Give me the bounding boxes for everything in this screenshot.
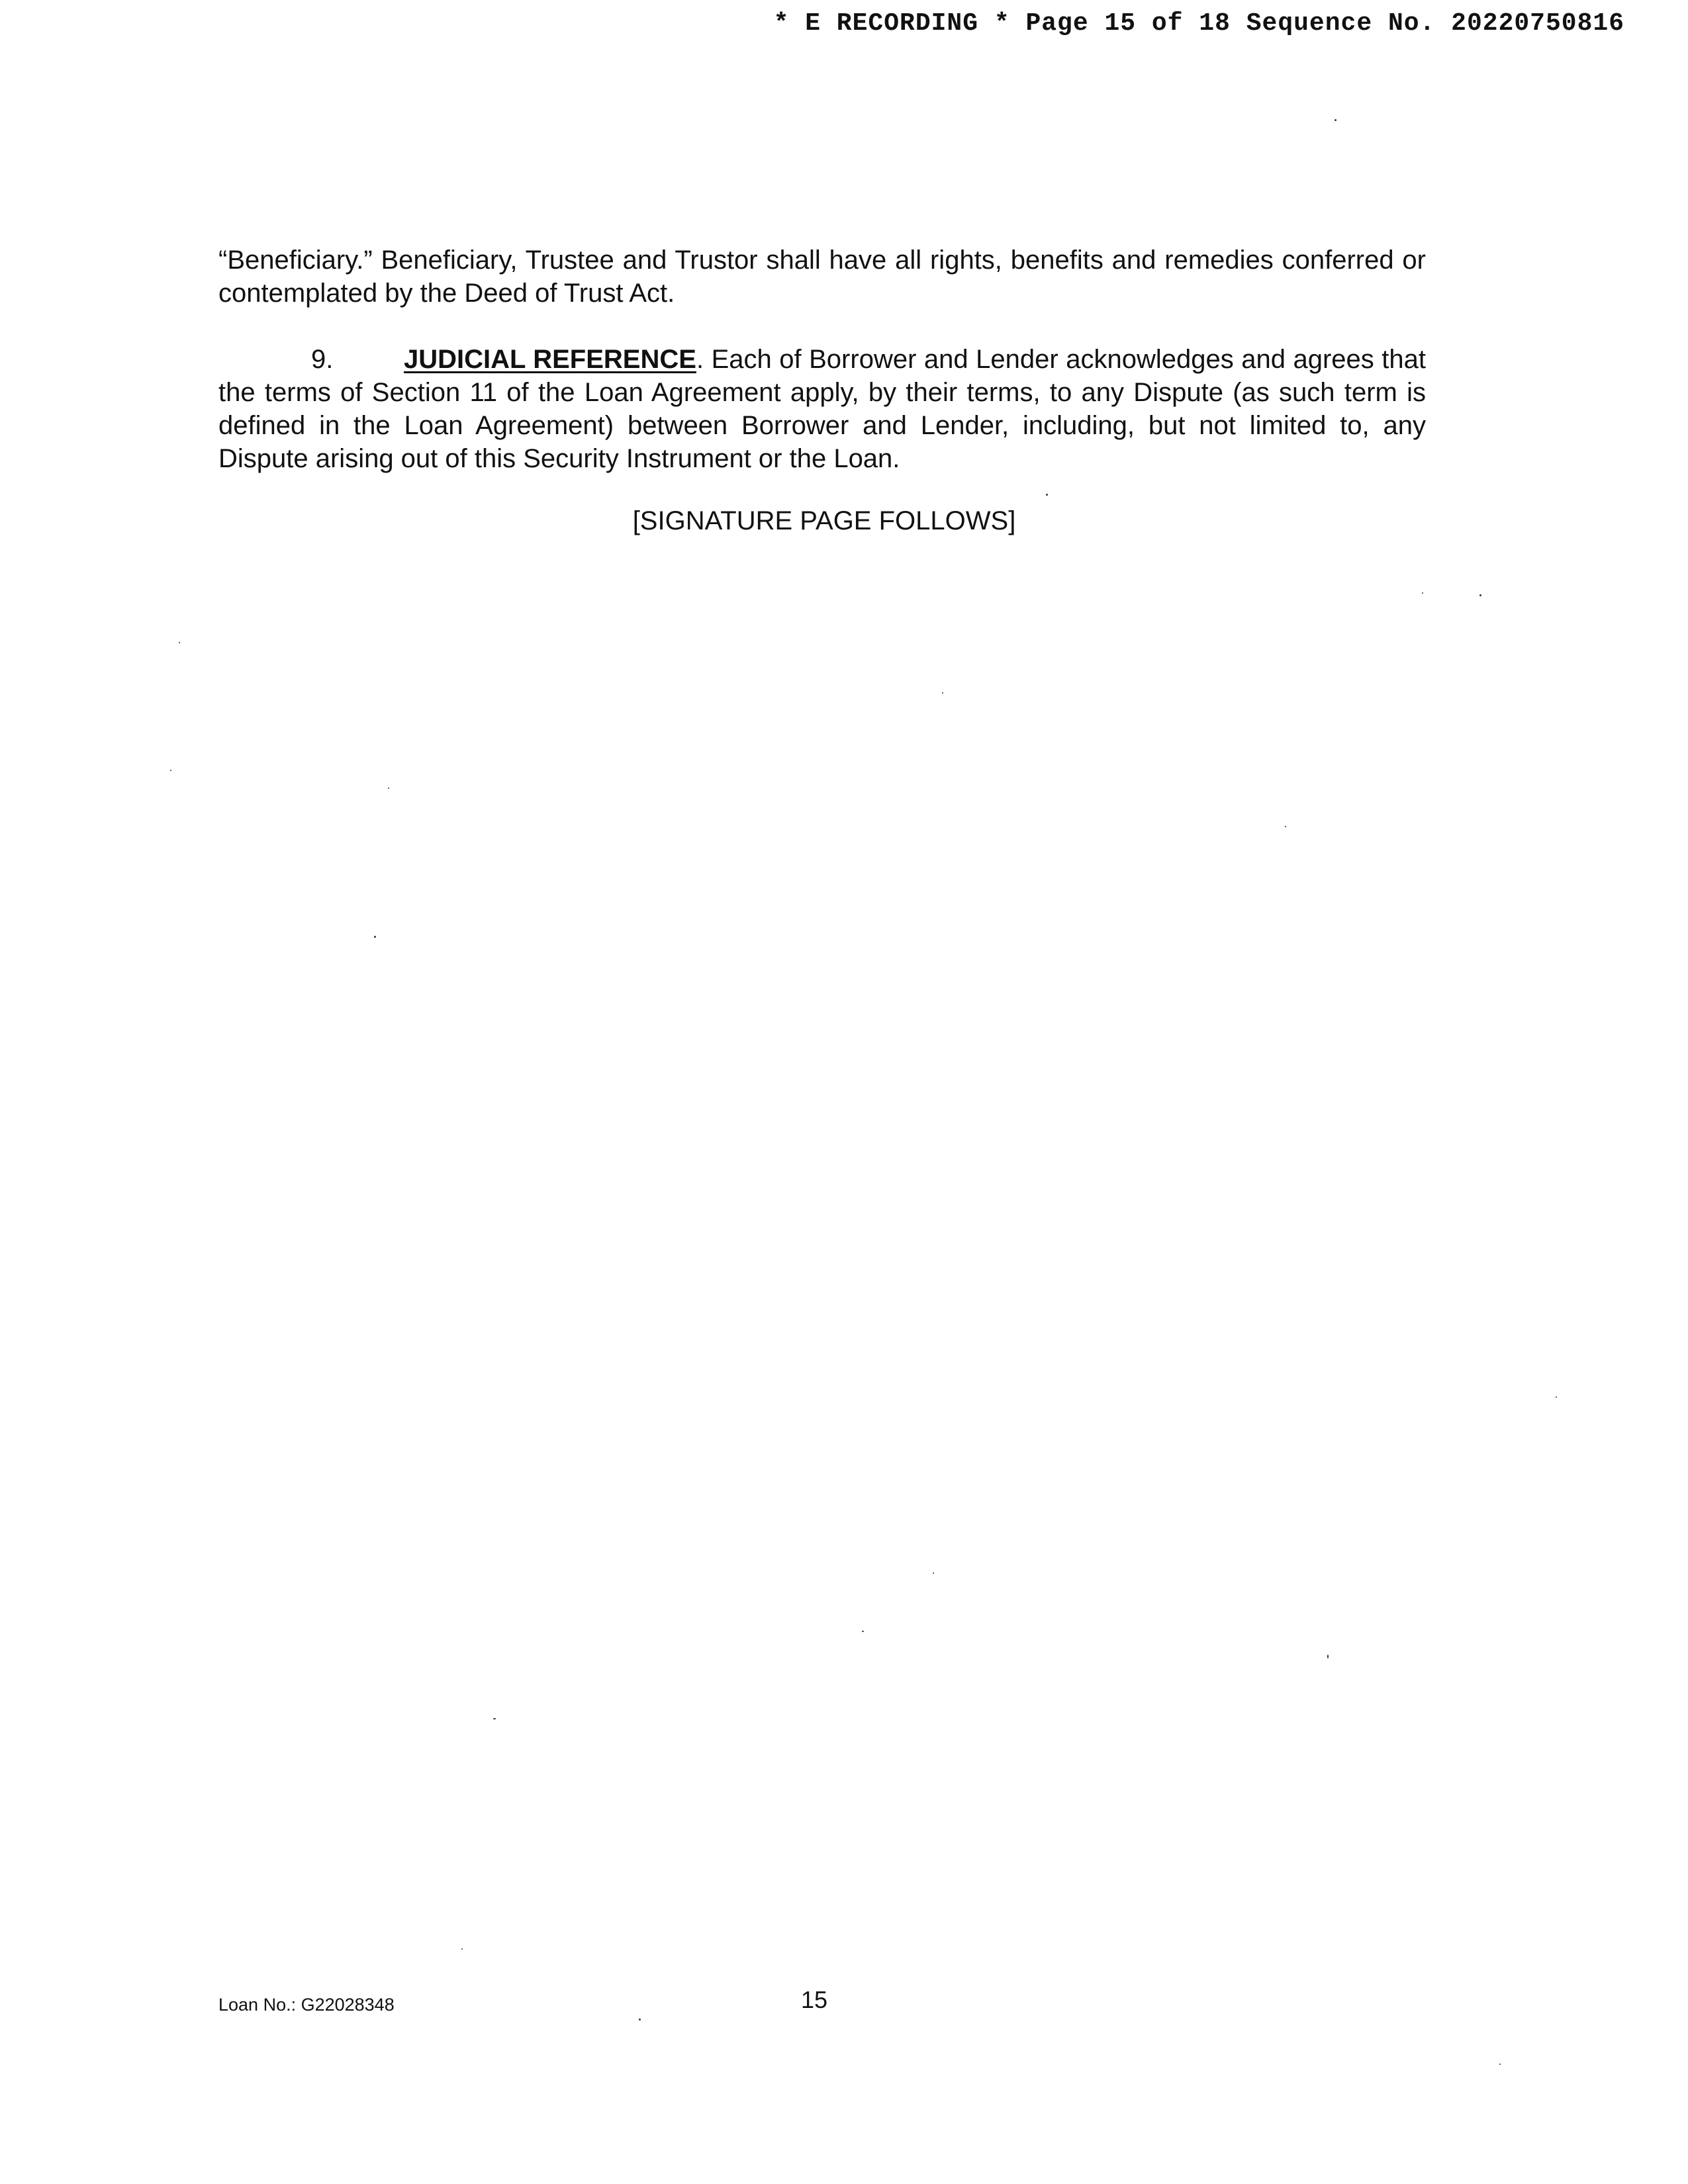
scan-speck bbox=[179, 642, 180, 643]
scan-speck bbox=[1479, 594, 1481, 596]
scan-speck bbox=[1499, 2064, 1501, 2065]
section-number: 9. bbox=[311, 345, 334, 374]
scan-speck bbox=[388, 788, 389, 789]
scan-speck bbox=[1335, 119, 1336, 121]
scan-speck bbox=[1046, 494, 1048, 496]
scan-speck bbox=[639, 2019, 641, 2021]
loan-number: Loan No.: G22028348 bbox=[218, 1995, 395, 2015]
section-heading: JUDICIAL REFERENCE bbox=[404, 345, 696, 374]
scan-speck bbox=[1327, 1655, 1329, 1659]
scan-speck bbox=[493, 1718, 496, 1719]
scan-speck bbox=[1285, 826, 1286, 827]
section-body-text: . Each of Borrower and Lender acknowledges and agrees that the terms of Section 11 of the Loan Agreement apply, by their terms, to any Dispute (as such term is defined in the Loan Agreement) between Borrower and Lender, including, but not limited to, any Dispute arising out of this Security Instrument or the Loan. bbox=[218, 345, 1427, 473]
scan-speck bbox=[1556, 1396, 1557, 1398]
scan-speck bbox=[170, 770, 171, 771]
signature-page-notice: [SIGNATURE PAGE FOLLOWS] bbox=[632, 506, 1016, 535]
scan-speck bbox=[933, 1572, 934, 1574]
scan-speck bbox=[374, 936, 376, 938]
recording-header: * E RECORDING * Page 15 of 18 Sequence No. 20220750816 bbox=[773, 9, 1624, 38]
page-number: 15 bbox=[801, 1986, 828, 2013]
paragraph-continuation: “Beneficiary.” Beneficiary, Trustee and Trustor shall have all rights, benefits and remedies conferred or contemplated by the Deed of Trust Act. bbox=[218, 246, 1426, 308]
scan-speck bbox=[862, 1631, 864, 1632]
scan-speck bbox=[461, 1948, 463, 1950]
section-9-paragraph bbox=[218, 343, 1426, 475]
scan-speck bbox=[942, 692, 943, 694]
scan-speck bbox=[1422, 592, 1423, 594]
